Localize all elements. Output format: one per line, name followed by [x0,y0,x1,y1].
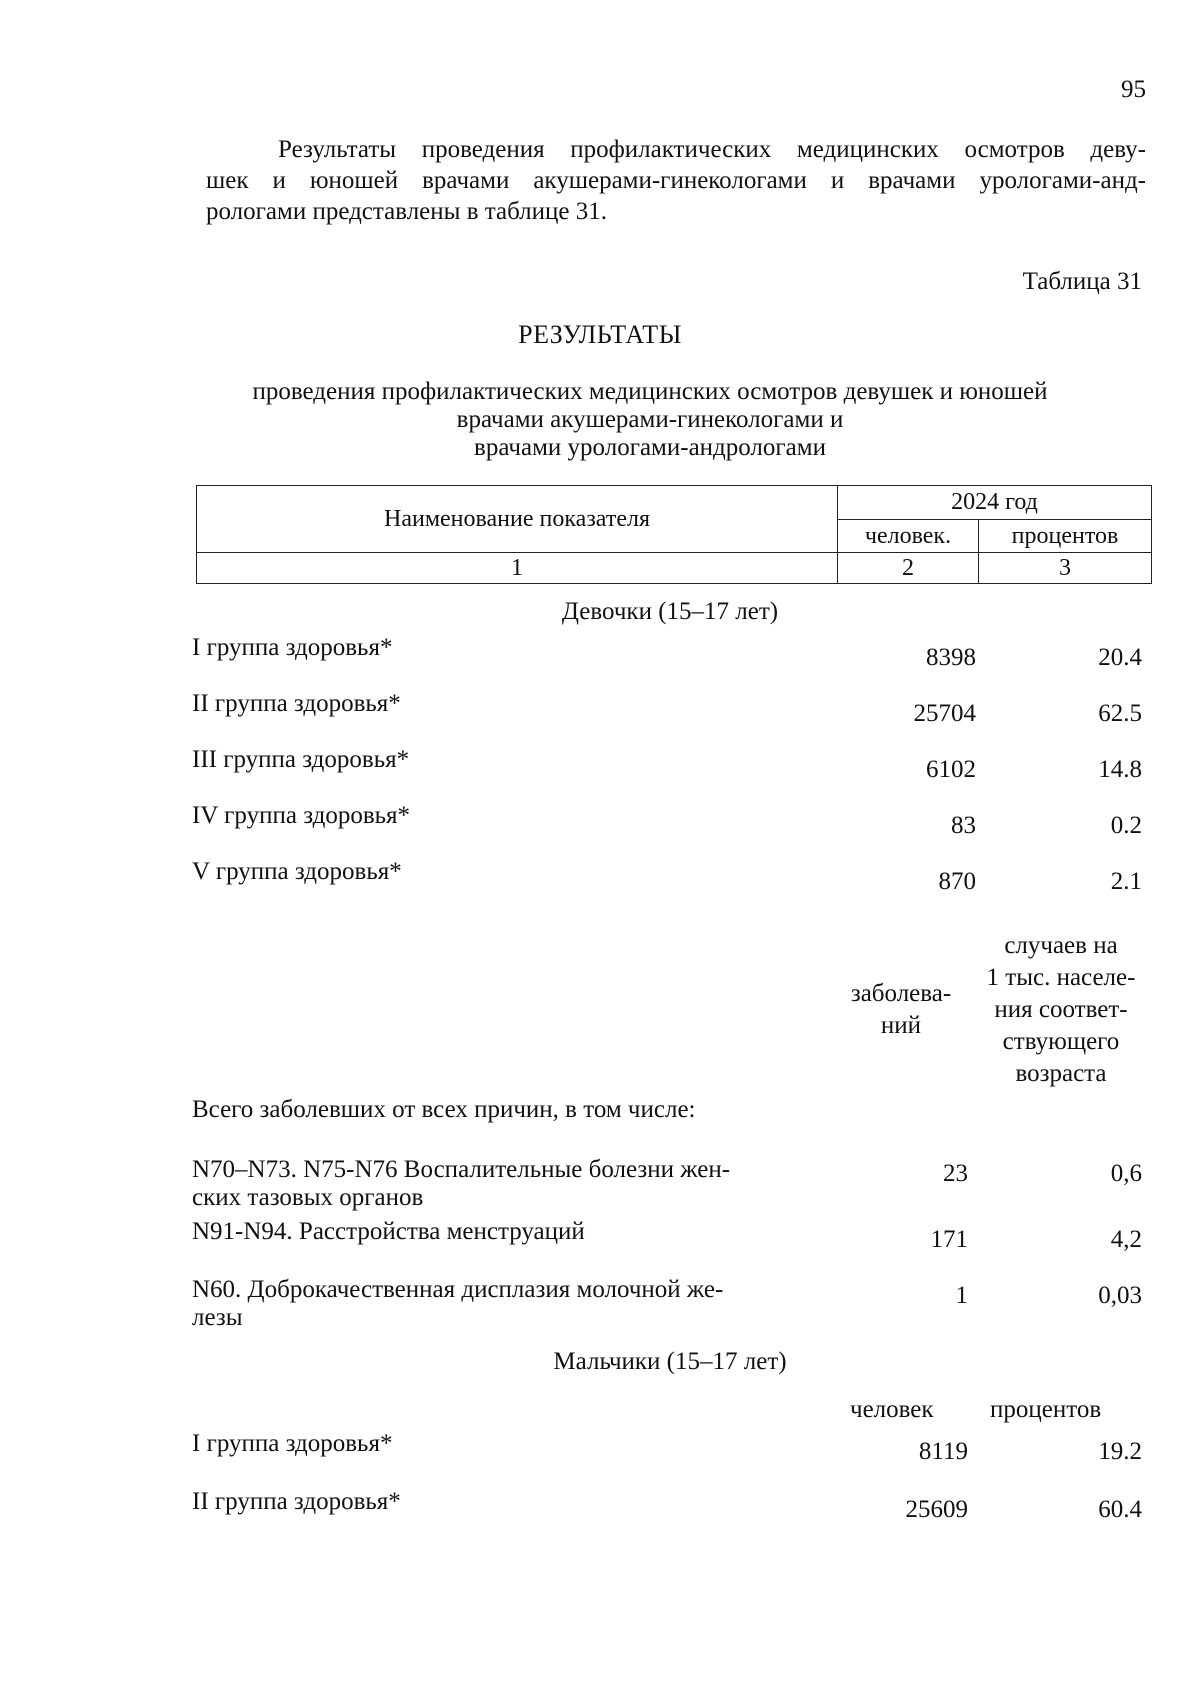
row-label: II группа здоровья* [192,690,401,717]
row-people: 25609 [905,1496,968,1523]
disease-count: 171 [930,1226,968,1253]
row-people: 870 [938,868,976,895]
disease-col-header-line: ний [880,1012,922,1039]
row-percent: 60.4 [1098,1496,1142,1523]
section-girls: Девочки (15–17 лет) [561,598,779,625]
boys-col-people: человек [850,1396,934,1423]
intro-paragraph [206,134,1146,227]
row-percent: 20.4 [1098,644,1142,671]
rate-col-header-line: 1 тыс. населе- [986,964,1136,991]
disease-count: 1 [955,1282,968,1309]
subtitle-line: врачами урологами-андрологами [474,434,826,461]
intro-line: шек и юношей врачами акушерами-гинекологами и врачами урологами-анд- [206,167,1146,194]
rate-col-header-line: ствующего [1002,1028,1120,1055]
total-label: Всего заболевших от всех причин, в том числе: [192,1096,696,1123]
subtitle-line: врачами акушерами-гинекологами и [456,406,844,433]
disease-label [192,1276,792,1332]
row-label: II группа здоровья* [192,1488,401,1515]
rate-col-header-line: случаев на [1004,932,1118,959]
disease-label-line: лезы [192,1304,243,1331]
disease-col-header-line: заболева- [850,980,952,1007]
disease-rate: 4,2 [1110,1226,1142,1253]
table-header [196,485,1152,584]
row-people: 83 [951,812,976,839]
table-label: Таблица 31 [1022,268,1142,295]
row-label: I группа здоровья* [192,634,393,661]
row-percent: 2.1 [1110,868,1142,895]
disease-rate: 0,03 [1098,1282,1142,1309]
rate-col-header-line: возраста [1015,1060,1107,1087]
disease-col-header [836,978,966,1042]
table-title: РЕЗУЛЬТАТЫ [518,320,682,349]
row-label: IV группа здоровья* [192,802,411,829]
row-percent: 62.5 [1098,700,1142,727]
header-col-number: 1 [197,553,838,584]
table-subtitle [200,378,1100,462]
header-col-number: 2 [838,553,979,584]
row-percent: 14.8 [1098,756,1142,783]
section-boys: Мальчики (15–17 лет) [553,1348,787,1375]
header-year: 2024 год [838,486,1152,520]
disease-label-line: N60. Доброкачественная дисплазия молочной же- [192,1276,724,1303]
disease-rate: 0,6 [1110,1160,1142,1187]
header-people: человек. [838,520,979,553]
disease-label-line: N91-N94. Расстройства менструаций [192,1218,585,1245]
disease-count: 23 [943,1160,968,1187]
disease-label-line: ских тазовых органов [192,1184,424,1211]
header-percent: процентов [979,520,1152,553]
disease-label [192,1156,792,1212]
boys-col-percent: процентов [990,1396,1102,1423]
row-label: V группа здоровья* [192,858,402,885]
row-percent: 0.2 [1110,812,1142,839]
disease-label [192,1218,792,1246]
intro-line: Результаты проведения профилактических медицинских осмотров деву- [278,136,1146,163]
row-people: 8119 [918,1438,968,1465]
rate-col-header-line: ния соответ- [994,996,1128,1023]
row-people: 8398 [926,644,976,671]
intro-line: рологами представлены в таблице 31. [206,198,608,225]
row-percent: 19.2 [1098,1438,1142,1465]
row-people: 25704 [913,700,976,727]
subtitle-line: проведения профилактических медицинских осмотров девушек и юношей [252,378,1048,405]
disease-label-line: N70–N73. N75-N76 Воспалительные болезни жен- [192,1156,731,1183]
rate-col-header [966,930,1156,1090]
page-number: 95 [1121,76,1146,103]
header-col-number: 3 [979,553,1152,584]
header-indicator: Наименование показателя [197,486,838,553]
row-label: I группа здоровья* [192,1430,393,1457]
row-people: 6102 [926,756,976,783]
row-label: III группа здоровья* [192,746,410,773]
